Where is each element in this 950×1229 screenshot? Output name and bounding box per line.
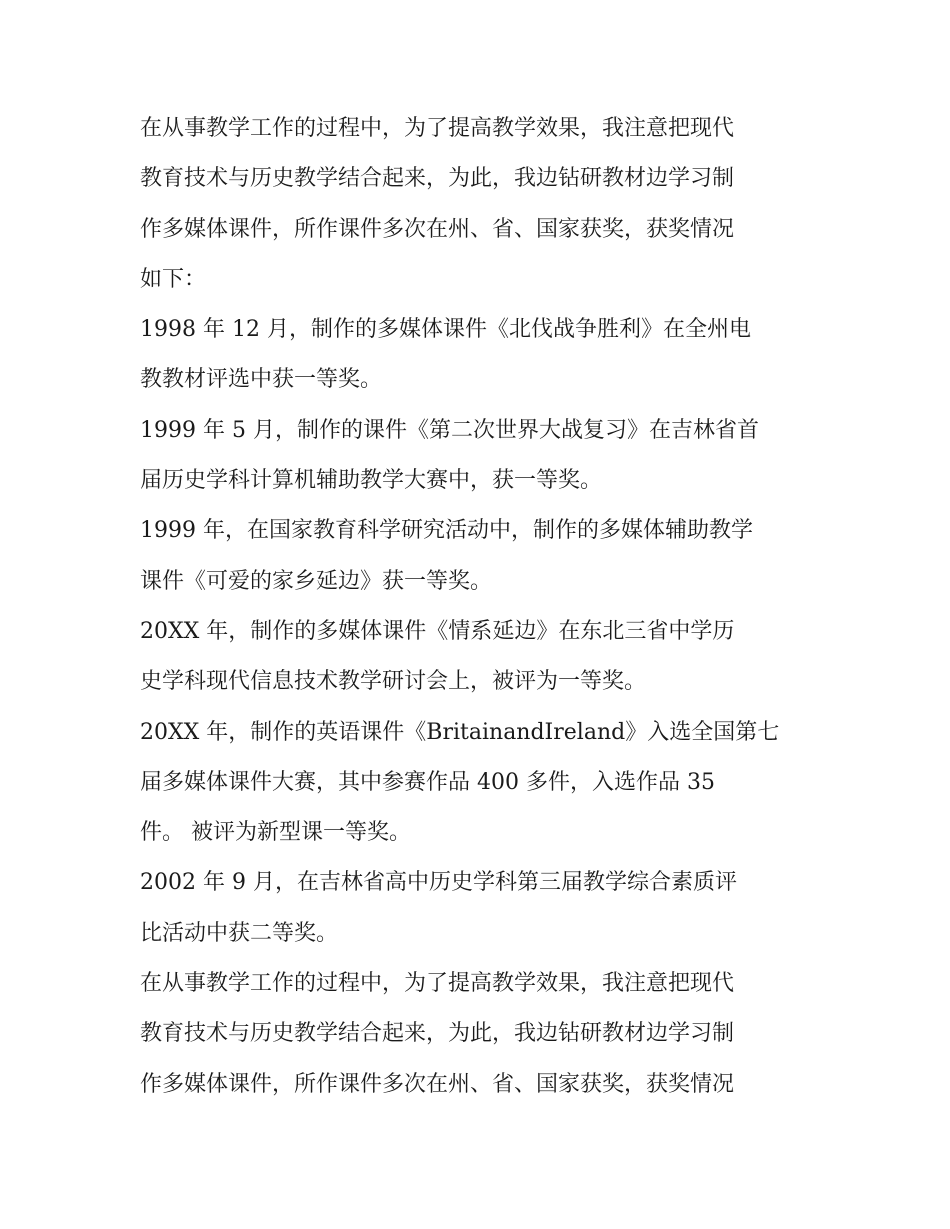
award-2002-line-1: 2002 年 9 月，在吉林省高中历史学科第三届教学综合素质评 bbox=[140, 870, 737, 896]
document-body bbox=[140, 104, 815, 1110]
award-20xx-b-line-3: 件。 被评为新型课一等奖。 bbox=[140, 820, 411, 846]
award-2002-line-2: 比活动中获二等奖。 bbox=[140, 920, 339, 946]
award-1998-line-2: 教教材评选中获一等奖。 bbox=[140, 367, 383, 393]
intro-line-2: 教育技术与历史教学结合起来，为此，我边钻研教材边学习制 bbox=[140, 166, 735, 192]
award-20xx-b-line-2: 届多媒体课件大赛，其中参赛作品 400 多件，入选作品 35 bbox=[140, 769, 715, 795]
repeat-intro-line-3: 作多媒体课件，所作课件多次在州、省、国家获奖，获奖情况 bbox=[140, 1071, 735, 1097]
intro-line-3: 作多媒体课件，所作课件多次在州、省、国家获奖，获奖情况 bbox=[140, 216, 735, 242]
award-20xx-a-line-2: 史学科现代信息技术教学研讨会上，被评为一等奖。 bbox=[140, 669, 647, 695]
award-1999-may-line-1: 1999 年 5 月，制作的课件《第二次世界大战复习》在吉林省首 bbox=[140, 417, 759, 443]
intro-line-4: 如下： bbox=[140, 266, 207, 292]
repeat-intro-line-1: 在从事教学工作的过程中，为了提高教学效果，我注意把现代 bbox=[140, 971, 735, 997]
award-1999-may-line-2: 届历史学科计算机辅助教学大赛中，获一等奖。 bbox=[140, 468, 603, 494]
intro-line-1: 在从事教学工作的过程中，为了提高教学效果，我注意把现代 bbox=[140, 116, 735, 141]
award-1999-line-1: 1999 年，在国家教育科学研究活动中，制作的多媒体辅助教学 bbox=[140, 518, 753, 544]
award-1999-line-2: 课件《可爱的家乡延边》获一等奖。 bbox=[140, 568, 493, 594]
award-1998-line-1: 1998 年 12 月，制作的多媒体课件《北伐战争胜利》在全州电 bbox=[140, 317, 751, 343]
repeat-intro-line-2: 教育技术与历史教学结合起来，为此，我边钻研教材边学习制 bbox=[140, 1021, 735, 1047]
award-20xx-b-line-1: 20XX 年，制作的英语课件《BritainandIreland》入选全国第七 bbox=[140, 719, 780, 745]
award-20xx-a-line-1: 20XX 年，制作的多媒体课件《情系延边》在东北三省中学历 bbox=[140, 618, 735, 644]
